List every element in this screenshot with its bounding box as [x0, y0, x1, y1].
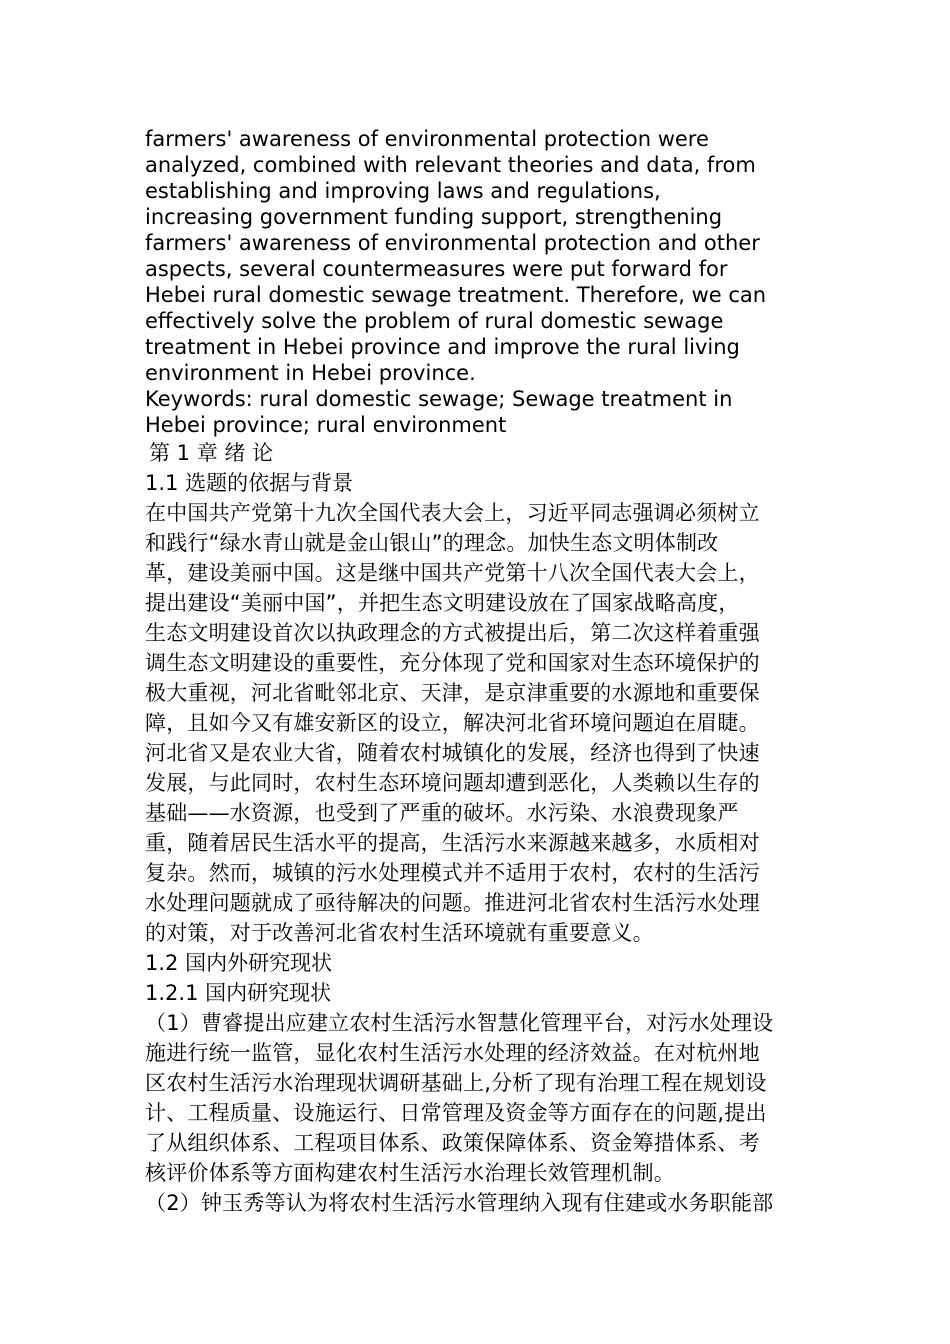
paragraph-background	[145, 498, 810, 948]
research-item-1	[145, 1008, 810, 1188]
section-title-1-2: 1.2 国内外研究现状	[145, 951, 333, 975]
paragraph-line: 调生态文明建设的重要性，充分体现了党和国家对生态环境保护的	[145, 651, 760, 675]
paragraph-line: 障，且如今又有雄安新区的设立，解决河北省环境问题迫在眉睫。	[145, 711, 760, 735]
paragraph-line: 重，随着居民生活水平的提高，生活污水来源越来越多，水质相对	[145, 831, 760, 855]
paragraph-line: 的对策，对于改善河北省农村生活环境就有重要意义。	[145, 921, 654, 945]
abstract-line: effectively solve the problem of rural domestic sewage	[145, 309, 724, 333]
abstract-line: aspects, several countermeasures were put forward for	[145, 257, 728, 281]
paragraph-line: 复杂。然而，城镇的污水处理模式并不适用于农村，农村的生活污	[145, 861, 760, 885]
paragraph-line: 在中国共产党第十九次全国代表大会上，习近平同志强调必须树立	[145, 501, 760, 525]
abstract-line: environment in Hebei province.	[145, 361, 476, 385]
paragraph-line: （2）钟玉秀等认为将农村生活污水管理纳入现有住建或水务职能部	[145, 1191, 774, 1215]
paragraph-line: 基础——水资源，也受到了严重的破坏。水污染、水浪费现象严	[145, 801, 739, 825]
section-title-1-1: 1.1 选题的依据与背景	[145, 471, 354, 495]
abstract-line: Hebei rural domestic sewage treatment. Therefore, we can	[145, 283, 767, 307]
paragraph-line: 河北省又是农业大省，随着农村城镇化的发展，经济也得到了快速	[145, 741, 760, 765]
research-item-2	[145, 1188, 810, 1218]
paragraph-line: 核评价体系等方面构建农村生活污水治理长效管理机制。	[145, 1161, 675, 1185]
keywords-line: Keywords: rural domestic sewage; Sewage treatment in	[145, 387, 733, 411]
paragraph-line: 提出建设“美丽中国”，并把生态文明建设放在了国家战略高度，	[145, 591, 740, 615]
paragraph-line: 计、工程质量、设施运行、日常管理及资金等方面存在的问题,提出	[145, 1101, 767, 1125]
paragraph-line: （1）曹睿提出应建立农村生活污水智慧化管理平台，对污水处理设	[145, 1011, 774, 1035]
paragraph-line: 发展，与此同时，农村生态环境问题却遭到恶化，人类赖以生存的	[145, 771, 760, 795]
abstract-line: increasing government funding support, strengthening	[145, 205, 723, 229]
abstract-english	[145, 126, 810, 438]
document-page	[145, 126, 810, 1218]
chapter-title: 第 1 章 绪 论	[149, 441, 274, 465]
abstract-line: analyzed, combined with relevant theories and data, from	[145, 153, 756, 177]
keywords-line: Hebei province; rural environment	[145, 413, 507, 437]
paragraph-line: 生态文明建设首次以执政理念的方式被提出后，第二次这样着重强	[145, 621, 760, 645]
paragraph-line: 水处理问题就成了亟待解决的问题。推进河北省农村生活污水处理	[145, 891, 760, 915]
abstract-line: farmers' awareness of environmental protection and other	[145, 231, 760, 255]
abstract-line: establishing and improving laws and regulations,	[145, 179, 661, 203]
paragraph-line: 极大重视，河北省毗邻北京、天津，是京津重要的水源地和重要保	[145, 681, 760, 705]
abstract-line: farmers' awareness of environmental protection were	[145, 127, 709, 151]
paragraph-line: 了从组织体系、工程项目体系、政策保障体系、资金筹措体系、考	[145, 1131, 760, 1155]
paragraph-line: 区农村生活污水治理现状调研基础上,分析了现有治理工程在规划设	[145, 1071, 767, 1095]
abstract-line: treatment in Hebei province and improve the rural living	[145, 335, 740, 359]
paragraph-line: 施进行统一监管，显化农村生活污水处理的经济效益。在对杭州地	[145, 1041, 760, 1065]
subsection-title-1-2-1: 1.2.1 国内研究现状	[145, 981, 332, 1005]
paragraph-line: 革，建设美丽中国。这是继中国共产党第十八次全国代表大会上，	[145, 561, 760, 585]
paragraph-line: 和践行“绿水青山就是金山银山”的理念。加快生态文明体制改	[145, 531, 719, 555]
